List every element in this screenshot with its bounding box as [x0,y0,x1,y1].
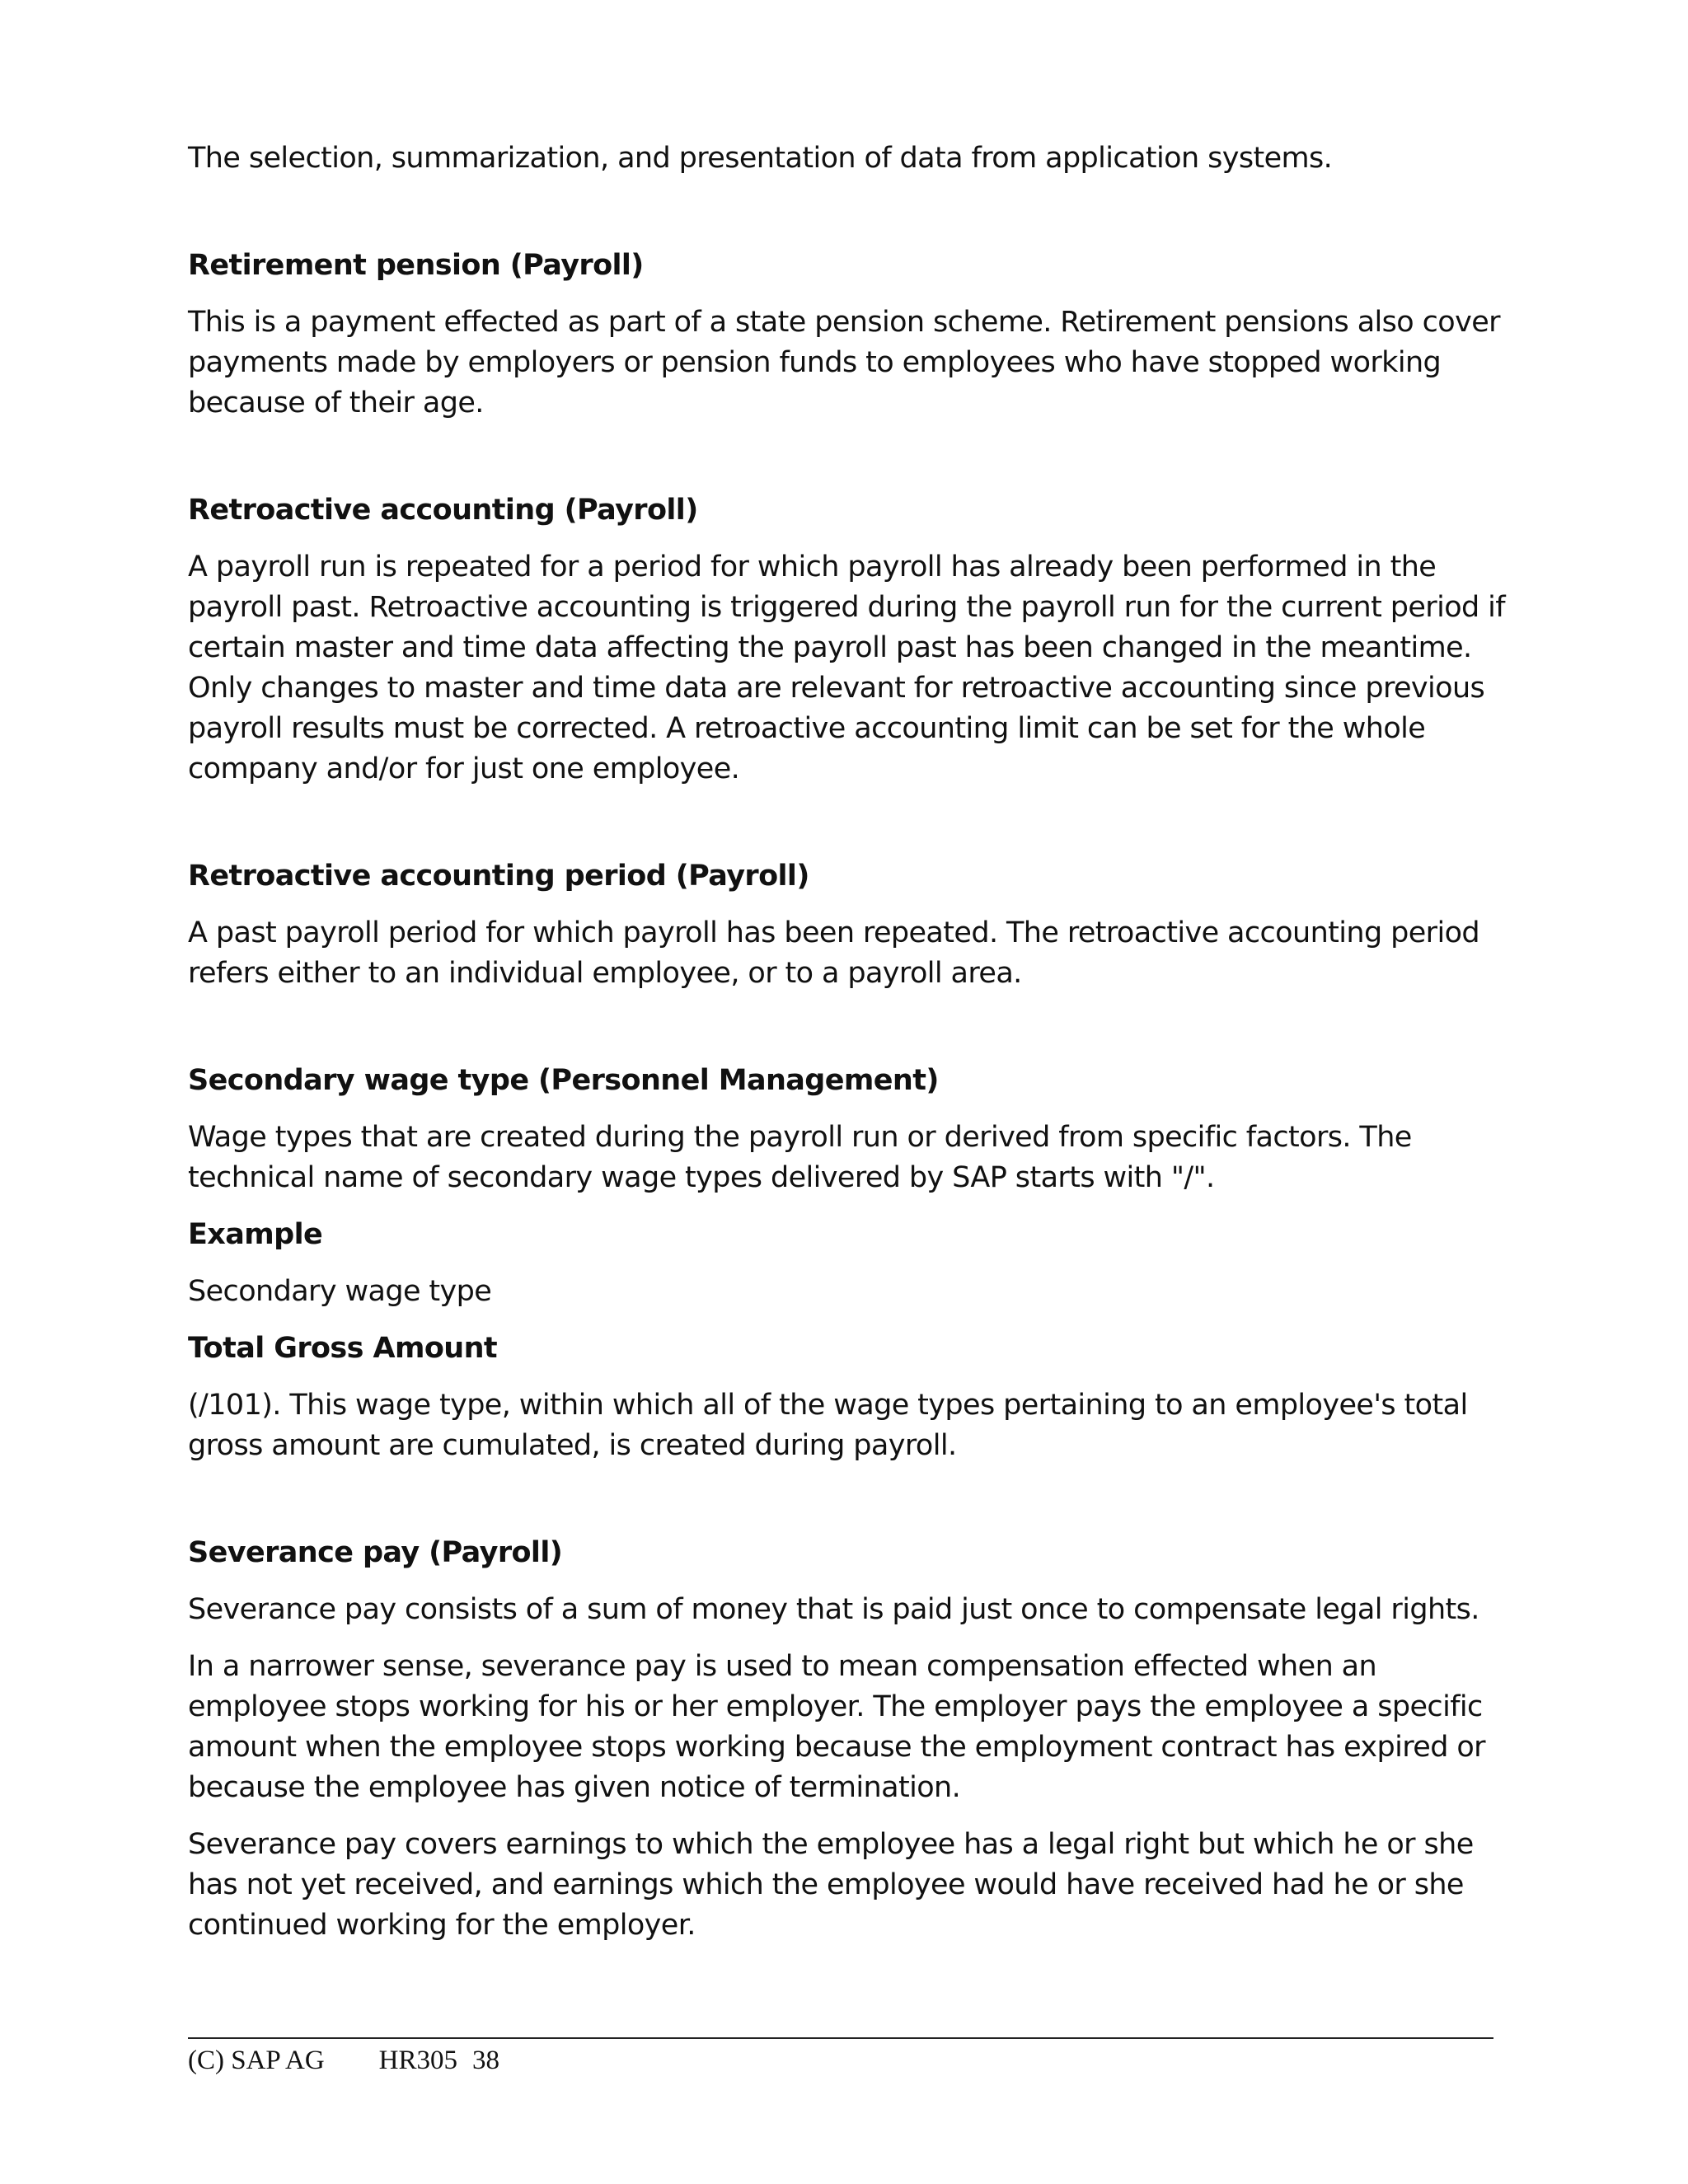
entry-definition: Severance pay consists of a sum of money that is paid just once to compensate legal rights. [188,1593,1479,1626]
glossary-entry-retroactive-accounting-period [188,856,1507,994]
glossary-entry-retroactive-accounting [188,490,1507,790]
footer-page-number: 38 [472,2046,499,2075]
glossary-entry-retirement-pension [188,246,1507,424]
entry-definition: In a narrower sense, severance pay is used to mean compensation effected when an employee stops working for his or her employer. The employer pays the employee a specific amount when the employee stops working because the employment contract has expired or because the employee has given notice of termination. [188,1650,1485,1804]
document-page [188,138,1507,2034]
entry-term: Secondary wage type (Personnel Management) [188,1064,939,1097]
entry-term: Retirement pension (Payroll) [188,249,644,282]
entry-definition: Severance pay covers earnings to which the employee has a legal right but which he or she has not yet received, and earnings which the employee would have received had he or she continued working for the employer. [188,1828,1474,1942]
page-footer [188,2037,1493,2077]
footer-copyright: (C) SAP AG [188,2046,325,2075]
example-heading: Example [188,1218,323,1251]
example-text: Secondary wage type [188,1275,492,1308]
entry-definition: This is a payment effected as part of a state pension scheme. Retirement pensions also cover payments made by employers or pension funds to employees who have stopped working because of their age. [188,306,1500,419]
entry-definition: A payroll run is repeated for a period for which payroll has already been performed in the payroll past. Retroactive accounting is triggered during the payroll run for the current period if certain master and time data affecting the payroll past has been changed in the meantime. Only changes to master and time data are relevant for retroactive accounting since previous payroll results must be corrected. A retroactive accounting limit can be set for the whole company and/or for just one employee. [188,551,1506,785]
intro-text: The selection, summarization, and presentation of data from application systems. [188,142,1333,175]
entry-definition: A past payroll period for which payroll has been repeated. The retroactive accounting period refers either to an individual employee, or to a payroll area. [188,916,1480,990]
footer-course-code: HR305 [378,2046,457,2075]
example-subheading: Total Gross Amount [188,1332,498,1365]
example-subtext: (/101). This wage type, within which all of the wage types pertaining to an employee's total gross amount are cumulated, is created during payroll. [188,1389,1468,1462]
glossary-entry-secondary-wage-type [188,1061,1507,1466]
glossary-entry-severance-pay [188,1533,1507,1946]
entry-term: Retroactive accounting period (Payroll) [188,860,809,893]
entry-definition: Wage types that are created during the payroll run or derived from specific factors. The technical name of secondary wage types delivered by SAP starts with "/". [188,1121,1412,1194]
entry-term: Severance pay (Payroll) [188,1536,563,1569]
entry-term: Retroactive accounting (Payroll) [188,494,698,527]
